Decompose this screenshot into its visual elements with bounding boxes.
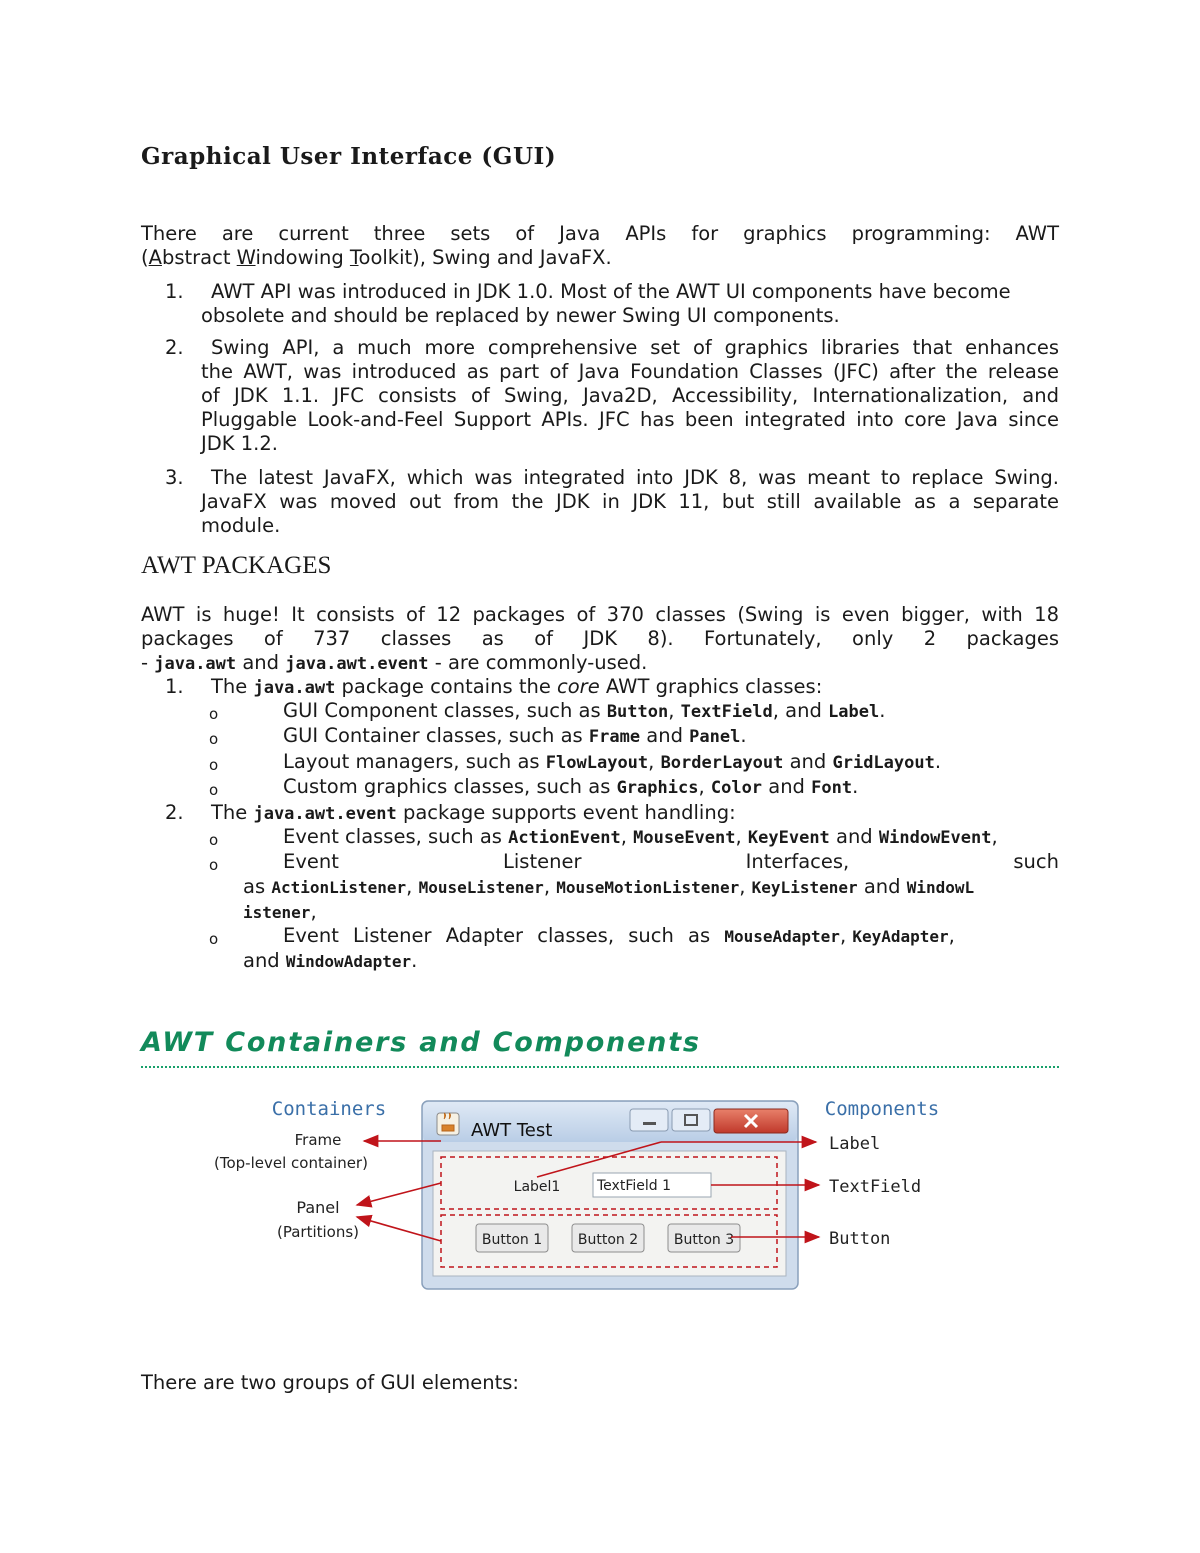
bullet: o <box>209 856 219 874</box>
list-item-3-line-1: The latest JavaFX, which was integrated into JDK 8, was meant to replace Swing. <box>211 466 1059 489</box>
sub-item-listeners-line-3: istener, <box>243 900 317 923</box>
button1-label: Button 1 <box>481 1232 543 1248</box>
bullet: o <box>209 730 219 748</box>
section-title: AWT Containers and Components <box>141 1027 701 1058</box>
sub-item-listeners-line-2: as ActionListener, MouseListener, MouseMotionListener, KeyListener and WindowL <box>243 875 975 898</box>
sub-item-containers: GUI Container classes, such as Frame and Panel. <box>283 724 747 747</box>
package-item-2: The java.awt.event package supports event handling: <box>211 801 736 824</box>
awt-test-window <box>422 1101 798 1289</box>
intro-line-2: (Abstract Windowing Toolkit), Swing and JavaFX. <box>141 246 612 269</box>
component-button-text: Button <box>829 1229 891 1249</box>
component-textfield-text: TextField <box>829 1177 922 1197</box>
bullet: o <box>209 930 219 948</box>
sub-item-listeners-line-1: Event Listener Interfaces, such <box>283 850 1059 873</box>
java-cup-icon <box>437 1113 459 1135</box>
package-item-1: The java.awt package contains the core AWT graphics classes: <box>211 675 823 698</box>
list-number: 1. <box>165 280 184 303</box>
bullet: o <box>209 781 219 799</box>
list-item-2-line-5: JDK 1.2. <box>201 432 278 455</box>
minimize-button[interactable] <box>630 1109 668 1131</box>
list-item-1-line-1: AWT API was introduced in JDK 1.0. Most of the AWT UI components have become <box>211 280 1011 303</box>
panel-label: Panel <box>296 1198 340 1217</box>
label1: Label1 <box>513 1179 561 1195</box>
section-divider <box>141 1062 1059 1068</box>
sub-item-event-classes: Event classes, such as ActionEvent, MouseEvent, KeyEvent and WindowEvent, <box>283 825 998 848</box>
awt-diagram <box>141 1085 1059 1385</box>
bullet: o <box>209 831 219 849</box>
list-number: 2. <box>165 336 184 359</box>
button3-label: Button 3 <box>673 1232 735 1248</box>
list-item-2-line-2: the AWT, was introduced as part of Java Foundation Classes (JFC) after the release <box>201 360 1059 383</box>
awt-para-line-2: packages of 737 classes as of JDK 8). Fortunately, only 2 packages <box>141 627 1059 650</box>
textfield1-value: TextField 1 <box>597 1178 671 1194</box>
list-number: 3. <box>165 466 184 489</box>
list-item-2-line-1: Swing API, a much more comprehensive set of graphics libraries that enhances <box>211 336 1059 359</box>
sub-item-layouts: Layout managers, such as FlowLayout, BorderLayout and GridLayout. <box>283 750 942 773</box>
containers-heading: Containers <box>271 1098 387 1120</box>
list-number: 1. <box>165 675 184 698</box>
two-groups-paragraph: There are two groups of GUI elements: <box>141 1371 519 1394</box>
list-item-2-line-4: Pluggable Look-and-Feel Support APIs. JFC has been integrated into core Java since <box>201 408 1059 431</box>
awt-para-line-3: - java.awt and java.awt.event - are commonly-used. <box>141 651 648 674</box>
list-item-1-line-2: obsolete and should be replaced by newer Swing UI components. <box>201 304 840 327</box>
sub-item-adapters-line-2: and WindowAdapter. <box>243 949 418 972</box>
page-title: Graphical User Interface (GUI) <box>141 143 557 170</box>
bullet: o <box>209 756 219 774</box>
list-item-2-line-3: of JDK 1.1. JFC consists of Swing, Java2D, Accessibility, Internationalization, and <box>201 384 1059 407</box>
window-title: AWT Test <box>471 1120 553 1141</box>
frame-label: Frame <box>294 1131 342 1149</box>
button2-label: Button 2 <box>577 1232 639 1248</box>
list-number: 2. <box>165 801 184 824</box>
sub-item-adapters-line-1: Event Listener Adapter classes, such as MouseAdapter, KeyAdapter, <box>283 924 955 947</box>
sub-item-components: GUI Component classes, such as Button, TextField, and Label. <box>283 699 886 722</box>
awt-packages-heading: AWT PACKAGES <box>141 552 332 579</box>
list-item-3-line-2: JavaFX was moved out from the JDK in JDK 11, but still available as a separate <box>201 490 1059 513</box>
panel-sublabel: (Partitions) <box>276 1223 360 1241</box>
bullet: o <box>209 705 219 723</box>
awt-para-line-1: AWT is huge! It consists of 12 packages of 370 classes (Swing is even bigger, with 18 <box>141 603 1059 626</box>
intro-line-1: There are current three sets of Java APIs for graphics programming: AWT <box>141 222 1059 245</box>
component-label-text: Label <box>829 1134 881 1154</box>
maximize-button[interactable] <box>672 1109 710 1131</box>
frame-sublabel: (Top-level container) <box>214 1154 368 1172</box>
sub-item-graphics: Custom graphics classes, such as Graphics, Color and Font. <box>283 775 859 798</box>
components-heading: Components <box>824 1098 940 1120</box>
list-item-3-line-3: module. <box>201 514 281 537</box>
